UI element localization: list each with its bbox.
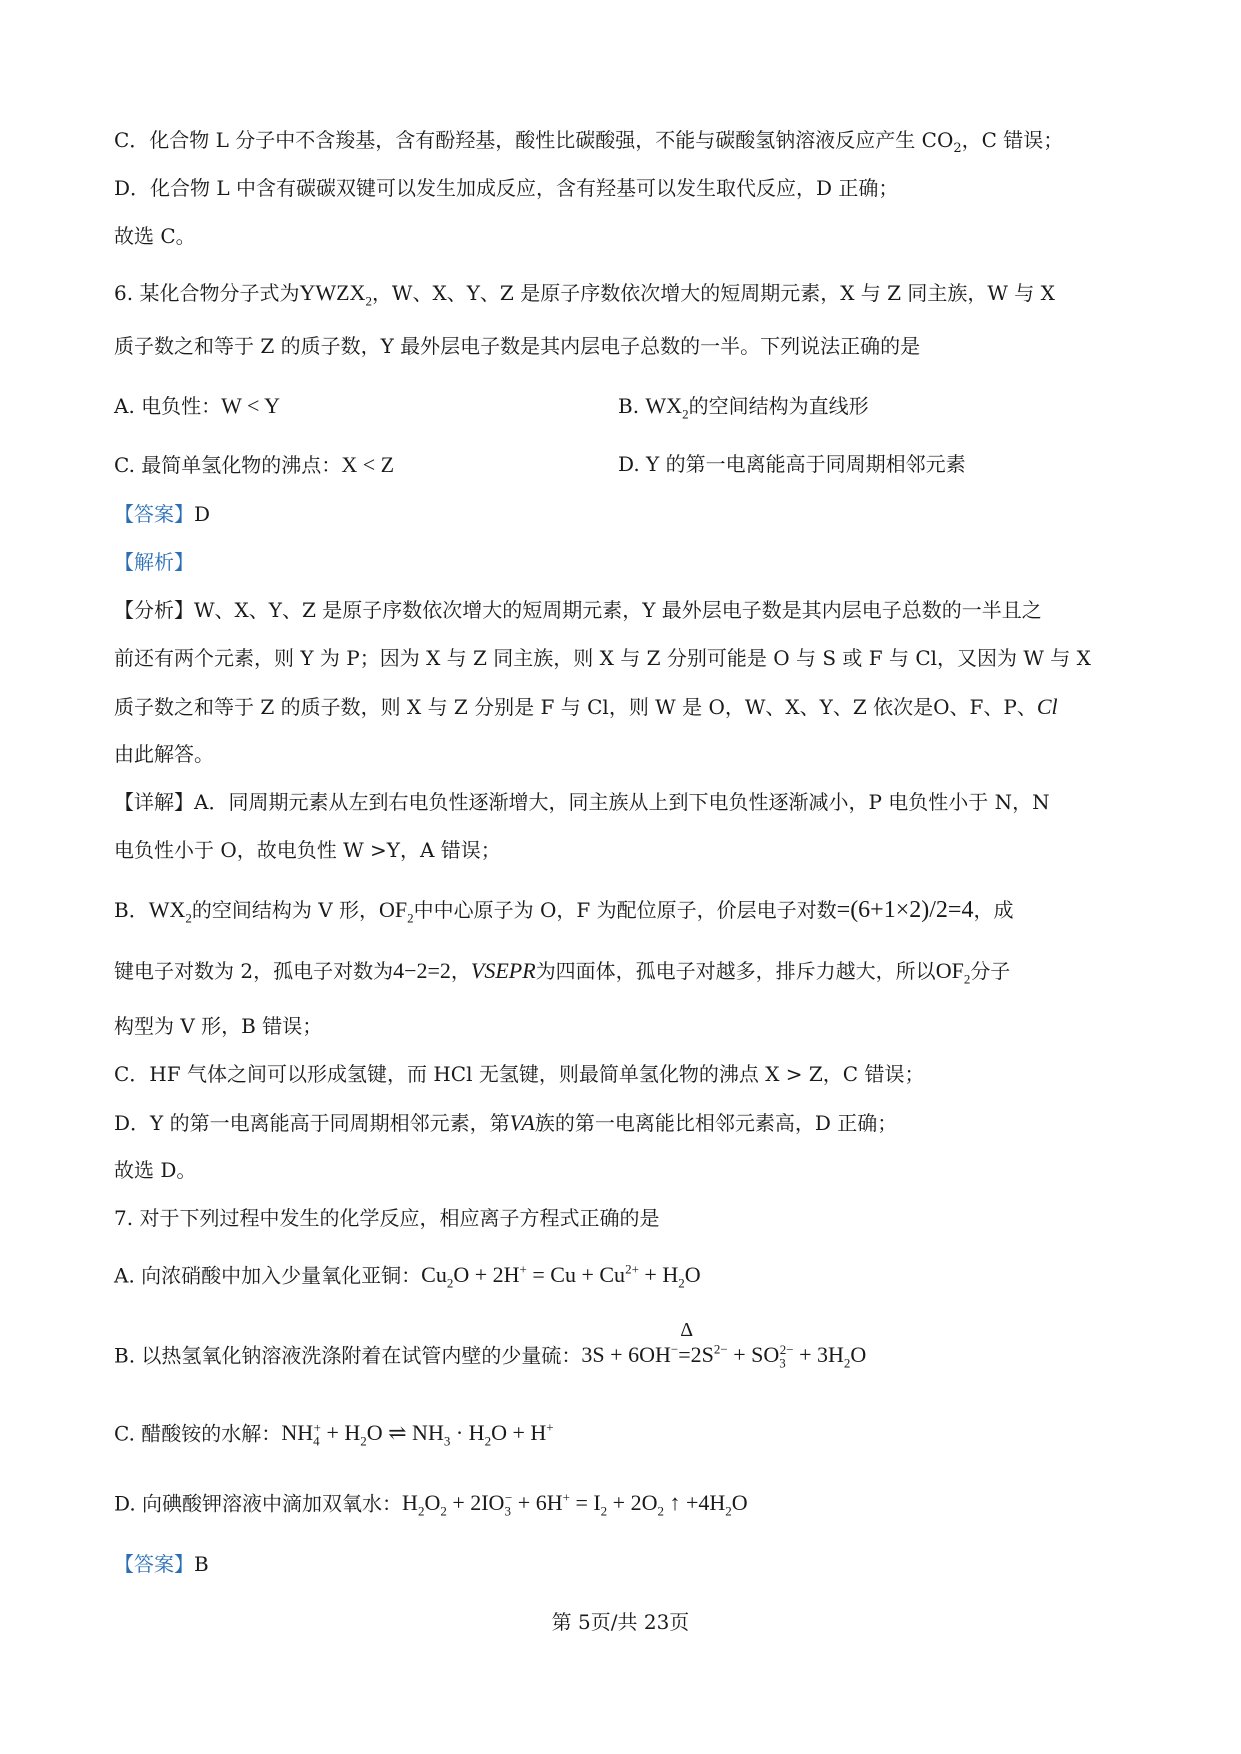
- choose-c: 故选 C。: [114, 224, 196, 248]
- question-6-option-c: C. 最简单氢化物的沸点：X < Z: [114, 452, 395, 477]
- option-c-compound-l: C．化合物 L 分子中不含羧基，含有酚羟基，酸性比碳酸强，不能与碳酸氢钠溶液反应产生 $CO_2$，C 错误；: [114, 128, 1064, 156]
- question-6-option-b: B. $WX_2$的空间结构为直线形: [618, 393, 869, 422]
- xiangjie-line-1: 【详解】A．同周期元素从左到右电负性逐渐增大，同主族从上到下电负性逐渐减小，P 电负性小于 N，N: [114, 790, 1050, 814]
- question-6-line-1: 6. 某化合物分子式为$YWZX_2$，W、X、Y、Z 是原子序数依次增大的短周期元素，X 与 Z 同主族，W 与 X: [114, 280, 1055, 309]
- question-7-option-d: D. 向碘酸钾溶液中滴加双氧水：$H_2O_2 + 2IO_3^- + 6H^+ = I_2 + 2O_2$ ↑ $+4H_2O$: [114, 1490, 748, 1519]
- choose-d: 故选 D。: [114, 1158, 197, 1182]
- xiangjie-b-line-3: 构型为 V 形，B 错误；: [114, 1014, 323, 1038]
- question-6-answer: 【答案】D: [114, 502, 211, 526]
- question-7-option-c: C. 醋酸铵的水解：$NH_4^+ + H_2O$ ⇌ $NH_3 \cdot H_2O + H^+$: [114, 1420, 554, 1449]
- fenxi-line-3: 质子数之和等于 Z 的质子数，则 X 与 Z 分别是 F 与 Cl，则 W 是 O，W、X、Y、Z 依次是O、F、P、Cl: [114, 694, 1058, 719]
- question-6-line-2: 质子数之和等于 Z 的质子数，Y 最外层电子数是其内层电子总数的一半。下列说法正确的是: [114, 334, 921, 358]
- xiangjie-d: D．Y 的第一电离能高于同周期相邻元素，第VA族的第一电离能比相邻元素高，D 正确；: [114, 1110, 898, 1135]
- xiangjie-c: C．HF 气体之间可以形成氢键，而 HCl 无氢键，则最简单氢化物的沸点 X > Z，C 错误；: [114, 1062, 925, 1086]
- page-number: 第 5页/共 23页: [551, 1610, 690, 1634]
- question-6-option-a: A. 电负性：W < Y: [114, 393, 281, 418]
- fenxi-line-2: 前还有两个元素，则 Y 为 P；因为 X 与 Z 同主族，则 X 与 Z 分别可能是 O 与 S 或 F 与 Cl，又因为 W 与 X: [114, 646, 1091, 670]
- question-7: 7. 对于下列过程中发生的化学反应，相应离子方程式正确的是: [114, 1206, 660, 1230]
- question-7-option-b: B. 以热氢氧化钠溶液洗涤附着在试管内壁的少量硫：3S + 6OH− Δ $=2S^{2-} + SO_3^{2-} + 3H_2O$: [114, 1319, 867, 1371]
- xiangjie-b-line-2: 键电子对数为 2，孤电子对数为4−2=2，VSEPR为四面体，孤电子对越多，排斥力越大，所以$OF_2$分子: [114, 958, 1011, 987]
- option-d-compound-l: D．化合物 L 中含有碳碳双键可以发生加成反应，含有羟基可以发生取代反应，D 正确；: [114, 176, 899, 200]
- xiangjie-b-line-1: B．$WX_2$的空间结构为 V 形，$OF_2$中中心原子为 O，F 为配位原子，价层电子对数=(6+1×2)/2=4，成: [114, 897, 1014, 926]
- question-7-answer: 【答案】B: [114, 1552, 209, 1576]
- xiangjie-line-2: 电负性小于 O，故电负性 W >Y，A 错误；: [114, 838, 501, 862]
- fenxi-line-4: 由此解答。: [114, 742, 214, 766]
- fenxi-line-1: 【分析】W、X、Y、Z 是原子序数依次增大的短周期元素，Y 最外层电子数是其内层电子总数的一半且之: [114, 598, 1042, 622]
- analysis-label: 【解析】: [114, 550, 194, 574]
- question-6-option-d: D. Y 的第一电离能高于同周期相邻元素: [618, 452, 966, 476]
- question-7-option-a: A. 向浓硝酸中加入少量氧化亚铜：$Cu_2O + 2H^+ = Cu + Cu^{2+} + H_2O$: [114, 1262, 701, 1291]
